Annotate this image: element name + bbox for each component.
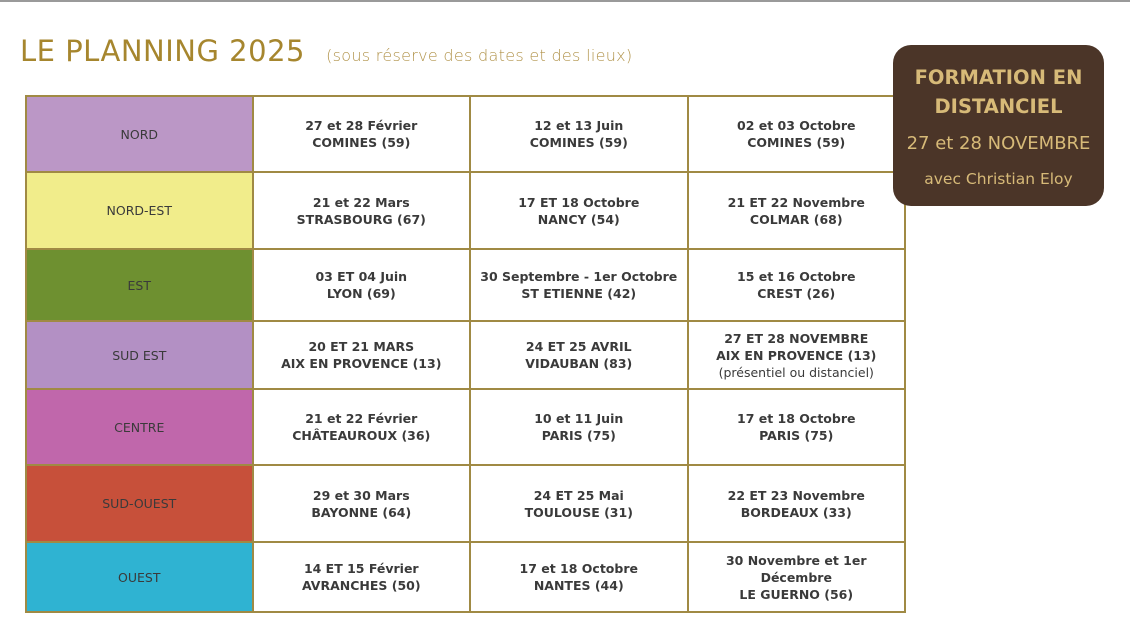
formation-distanciel-box xyxy=(893,45,1104,206)
session-dates: 17 et 18 Octobre xyxy=(737,411,856,426)
session-dates: 21 ET 22 Novembre xyxy=(727,194,865,210)
session-location: AIX EN PROVENCE (13) xyxy=(281,356,442,371)
table-row xyxy=(26,96,905,172)
session-dates: 24 ET 25 Mai xyxy=(533,487,624,503)
session-cell xyxy=(470,321,687,389)
session-location: BORDEAUX (33) xyxy=(740,504,852,520)
session-cell xyxy=(253,542,470,612)
session-dates: 20 ET 21 MARS xyxy=(308,339,415,354)
session-location: PARIS (75) xyxy=(541,428,616,443)
session-dates: 27 et 28 Février xyxy=(305,118,418,133)
session-cell xyxy=(688,249,906,321)
session-cell xyxy=(470,249,687,321)
table-row xyxy=(26,542,905,612)
session-location: COMINES (59) xyxy=(312,135,411,150)
session-location: CHÂTEAUROUX (36) xyxy=(292,428,431,443)
session-location: AVRANCHES (50) xyxy=(301,578,421,593)
session-dates: 27 ET 28 NOVEMBRE xyxy=(724,330,869,346)
session-location: AIX EN PROVENCE (13) xyxy=(716,347,877,363)
session-dates: 21 et 22 Mars xyxy=(312,194,410,210)
session-location: VIDAUBAN (83) xyxy=(525,356,633,371)
session-location: PARIS (75) xyxy=(759,428,834,443)
session-cell xyxy=(470,465,687,542)
session-note: (présentiel ou distanciel) xyxy=(718,364,874,380)
session-cell xyxy=(688,389,906,465)
session-location: CREST (26) xyxy=(757,286,836,301)
session-cell xyxy=(470,389,687,465)
session-location: TOULOUSE (31) xyxy=(524,504,633,520)
formation-date: 27 et 28 NOVEMBRE xyxy=(906,133,1091,154)
session-dates: 24 ET 25 AVRIL xyxy=(525,339,632,354)
formation-title-line1: FORMATION EN xyxy=(914,66,1083,89)
session-cell xyxy=(688,321,906,389)
session-cell xyxy=(253,321,470,389)
region-cell: NORD xyxy=(26,96,253,172)
session-dates: 03 ET 04 Juin xyxy=(315,269,408,284)
page-title: LE PLANNING 2025 xyxy=(20,34,305,68)
session-dates: 12 et 13 Juin xyxy=(534,118,624,133)
formation-title xyxy=(893,63,1104,121)
session-dates: 22 ET 23 Novembre xyxy=(727,487,865,503)
header xyxy=(20,34,632,68)
session-location: LYON (69) xyxy=(326,286,396,301)
session-dates: 15 et 16 Octobre xyxy=(737,269,856,284)
region-cell: CENTRE xyxy=(26,389,253,465)
session-dates: 17 et 18 Octobre xyxy=(519,561,638,576)
region-cell: NORD-EST xyxy=(26,172,253,249)
session-cell xyxy=(253,389,470,465)
session-dates: 17 ET 18 Octobre xyxy=(518,194,640,210)
planning-table xyxy=(25,95,906,613)
session-location: NANTES (44) xyxy=(533,578,624,593)
session-cell xyxy=(470,172,687,249)
page-subtitle: (sous réserve des dates et des lieux) xyxy=(326,46,633,65)
region-cell: SUD EST xyxy=(26,321,253,389)
session-dates: 02 et 03 Octobre xyxy=(737,118,856,133)
session-dates: 30 Septembre - 1er Octobre xyxy=(480,269,678,284)
region-cell: OUEST xyxy=(26,542,253,612)
session-cell xyxy=(253,96,470,172)
session-location: COMINES (59) xyxy=(747,135,846,150)
session-cell xyxy=(253,249,470,321)
session-cell xyxy=(470,542,687,612)
session-location: ST ETIENNE (42) xyxy=(521,286,637,301)
session-location: STRASBOURG (67) xyxy=(296,211,426,227)
table-row xyxy=(26,389,905,465)
session-dates: 10 et 11 Juin xyxy=(534,411,624,426)
session-location: COMINES (59) xyxy=(529,135,628,150)
region-cell: EST xyxy=(26,249,253,321)
session-cell xyxy=(688,172,906,249)
table-row xyxy=(26,172,905,249)
session-dates: 29 et 30 Mars xyxy=(312,487,410,503)
session-cell xyxy=(253,465,470,542)
formation-title-line2: DISTANCIEL xyxy=(934,95,1063,118)
session-cell xyxy=(470,96,687,172)
session-dates: 30 Novembre et 1er Décembre xyxy=(725,552,867,585)
session-cell xyxy=(688,542,906,612)
session-dates: 14 ET 15 Février xyxy=(303,561,419,576)
session-location: NANCY (54) xyxy=(537,211,620,227)
session-cell xyxy=(253,172,470,249)
session-cell xyxy=(688,96,906,172)
session-location: LE GUERNO (56) xyxy=(739,586,854,602)
formation-instructor: avec Christian Eloy xyxy=(924,170,1073,188)
session-cell xyxy=(688,465,906,542)
table-row xyxy=(26,249,905,321)
table-row xyxy=(26,321,905,389)
session-location: COLMAR (68) xyxy=(749,211,843,227)
top-divider xyxy=(0,0,1130,2)
table-row xyxy=(26,465,905,542)
region-cell: SUD-OUEST xyxy=(26,465,253,542)
session-dates: 21 et 22 Février xyxy=(305,411,418,426)
session-location: BAYONNE (64) xyxy=(311,504,412,520)
